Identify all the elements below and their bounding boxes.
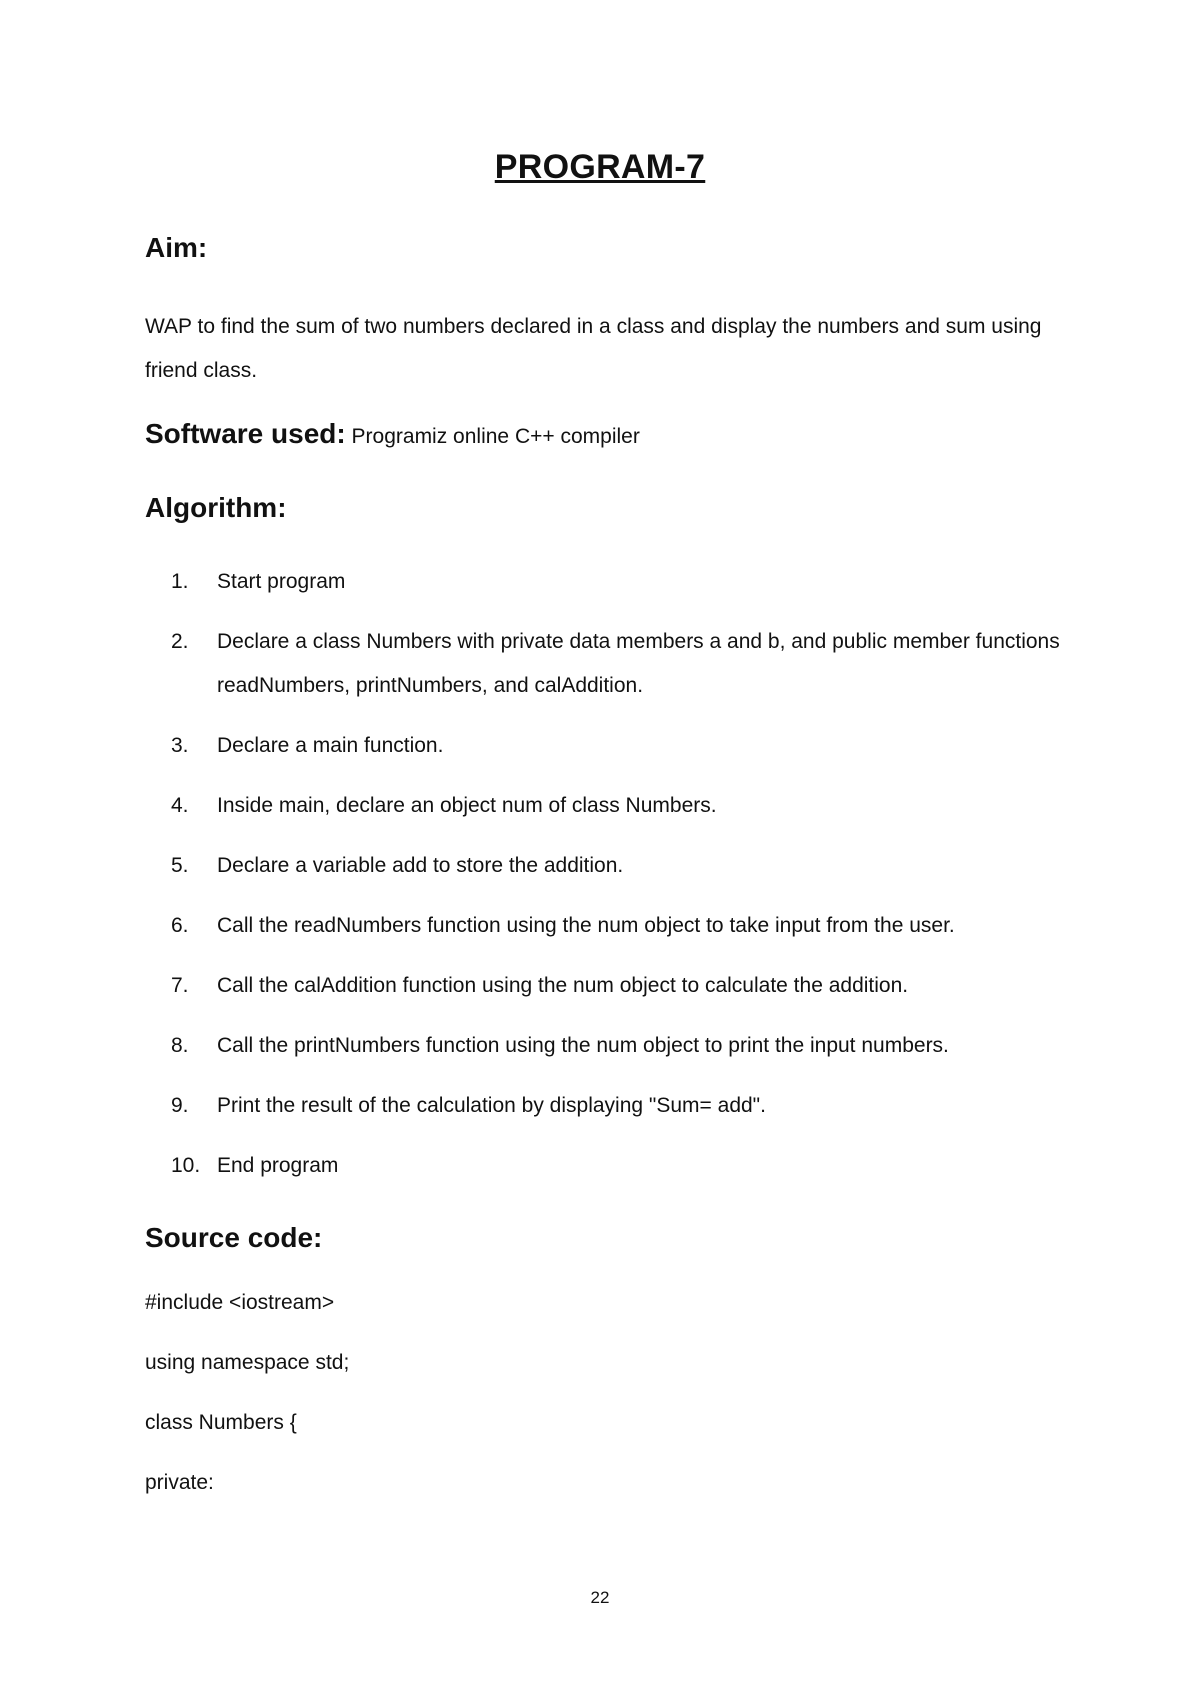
code-line: class Numbers { bbox=[145, 1411, 297, 1434]
step-number: 6. bbox=[171, 914, 189, 937]
step-number: 10. bbox=[171, 1154, 201, 1177]
algorithm-step bbox=[145, 724, 1065, 768]
algorithm-step bbox=[145, 620, 1065, 708]
step-number: 5. bbox=[171, 854, 189, 877]
algorithm-steps bbox=[145, 560, 1065, 1204]
code-line: #include <iostream> bbox=[145, 1291, 335, 1314]
step-text: Print the result of the calculation by displaying "Sum= add". bbox=[217, 1094, 766, 1117]
step-text: End program bbox=[217, 1154, 339, 1177]
step-text: Declare a main function. bbox=[217, 734, 444, 757]
step-number: 9. bbox=[171, 1094, 189, 1117]
algorithm-step bbox=[145, 560, 1065, 604]
algorithm-step bbox=[145, 784, 1065, 828]
step-number: 3. bbox=[171, 734, 189, 757]
step-text: Declare a class Numbers with private data members a and b, and public member functions readNumbers, printNumbers, and calAddition. bbox=[217, 630, 1060, 697]
source-code-heading: Source code: bbox=[145, 1222, 323, 1253]
algorithm-step bbox=[145, 1144, 1065, 1188]
page-number: 22 bbox=[590, 1588, 610, 1607]
algorithm-step bbox=[145, 844, 1065, 888]
step-number: 7. bbox=[171, 974, 189, 997]
step-number: 4. bbox=[171, 794, 189, 817]
software-value: Programiz online C++ compiler bbox=[345, 425, 640, 448]
step-text: Declare a variable add to store the addition. bbox=[217, 854, 624, 877]
step-text: Call the calAddition function using the num object to calculate the addition. bbox=[217, 974, 909, 997]
algorithm-step bbox=[145, 904, 1065, 948]
step-text: Call the printNumbers function using the num object to print the input numbers. bbox=[217, 1034, 949, 1057]
page-title: PROGRAM-7 bbox=[494, 148, 706, 186]
code-line: private: bbox=[145, 1471, 214, 1494]
step-number: 8. bbox=[171, 1034, 189, 1057]
algorithm-step bbox=[145, 1024, 1065, 1068]
code-line: using namespace std; bbox=[145, 1351, 350, 1374]
software-label: Software used: bbox=[145, 418, 346, 449]
algorithm-step bbox=[145, 964, 1065, 1008]
step-text: Call the readNumbers function using the num object to take input from the user. bbox=[217, 914, 955, 937]
algorithm-heading: Algorithm: bbox=[145, 492, 287, 523]
algorithm-step bbox=[145, 1084, 1065, 1128]
aim-heading: Aim: bbox=[145, 232, 208, 263]
source-code bbox=[145, 1288, 349, 1528]
step-number: 2. bbox=[171, 630, 189, 653]
step-text: Inside main, declare an object num of class Numbers. bbox=[217, 794, 717, 817]
step-number: 1. bbox=[171, 570, 189, 593]
step-text: Start program bbox=[217, 570, 346, 593]
aim-text: WAP to find the sum of two numbers declared in a class and display the numbers and sum using friend class. bbox=[145, 315, 1042, 382]
software-used bbox=[145, 418, 640, 450]
